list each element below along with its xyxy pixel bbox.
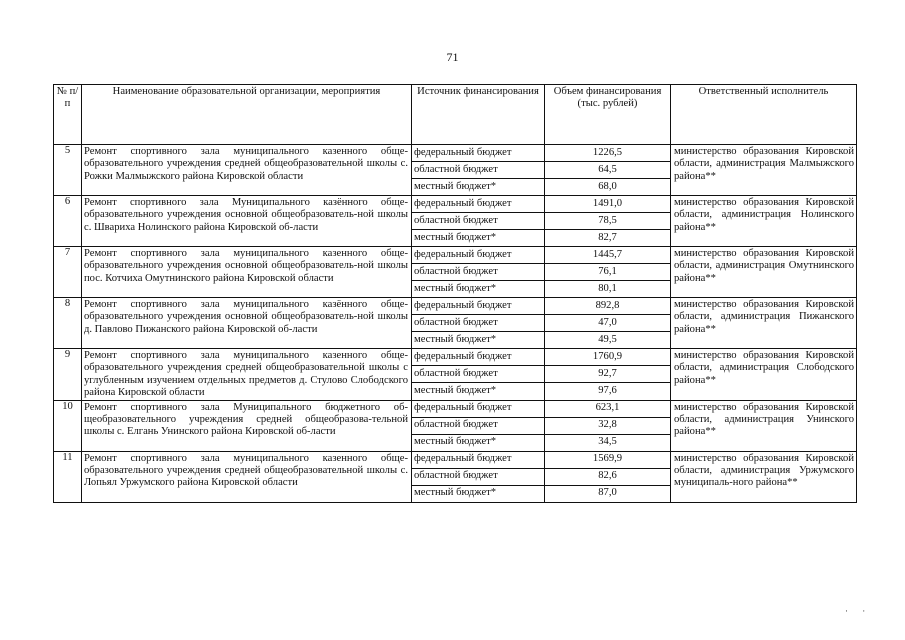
table-row <box>54 349 857 366</box>
table-row <box>54 451 857 468</box>
funding-amount: 82,6 <box>545 468 671 485</box>
responsible-executor: министерство образования Кировской области, администрация Омутнинского района** <box>671 247 857 298</box>
responsible-executor: министерство образования Кировской области, администрация Унинского района** <box>671 400 857 451</box>
table-row <box>54 247 857 264</box>
funding-source: федеральный бюджет <box>412 400 545 417</box>
funding-source: областной бюджет <box>412 213 545 230</box>
funding-source: местный бюджет* <box>412 179 545 196</box>
funding-amount: 892,8 <box>545 298 671 315</box>
header-source: Источник финансирования <box>412 85 545 145</box>
organization-name: Ремонт спортивного зала Муниципального бюджетного об-щеобразовательного учреждения средней общеобразова-тельной школы с. Елгань Унинского района Кировской об-ласти <box>82 400 412 451</box>
funding-amount: 623,1 <box>545 400 671 417</box>
responsible-executor: министерство образования Кировской области, администрация Малмыжского района** <box>671 145 857 196</box>
funding-amount: 97,6 <box>545 383 671 400</box>
funding-source: местный бюджет* <box>412 281 545 298</box>
header-num: № п/п <box>54 85 82 145</box>
funding-amount: 47,0 <box>545 315 671 332</box>
funding-amount: 1569,9 <box>545 451 671 468</box>
funding-amount: 1760,9 <box>545 349 671 366</box>
organization-name: Ремонт спортивного зала муниципального казенного обще-образовательного учреждения средней общеобразовательной школы с углубленным изучением отдельных предметов д. Стулово Слободского района Кировской области <box>82 349 412 401</box>
funding-amount: 68,0 <box>545 179 671 196</box>
funding-source: местный бюджет* <box>412 230 545 247</box>
funding-source: федеральный бюджет <box>412 349 545 366</box>
table-body <box>54 145 857 503</box>
funding-amount: 76,1 <box>545 264 671 281</box>
header-name: Наименование образовательной организации, мероприятия <box>82 85 412 145</box>
funding-amount: 82,7 <box>545 230 671 247</box>
funding-source: местный бюджет* <box>412 434 545 451</box>
funding-source: федеральный бюджет <box>412 298 545 315</box>
row-number: 11 <box>54 451 82 502</box>
responsible-executor: министерство образования Кировской области, администрация Уржумского муниципаль-ного района** <box>671 451 857 502</box>
row-number: 8 <box>54 298 82 349</box>
funding-source: областной бюджет <box>412 468 545 485</box>
funding-source: федеральный бюджет <box>412 247 545 264</box>
funding-source: областной бюджет <box>412 417 545 434</box>
funding-table <box>53 84 857 503</box>
funding-source: областной бюджет <box>412 315 545 332</box>
table-row <box>54 145 857 162</box>
table-row <box>54 196 857 213</box>
organization-name: Ремонт спортивного зала Муниципального казённого обще-образовательного учреждения основной общеобразователь-ной школы с. Швариха Нолинского района Кировской об-ласти <box>82 196 412 247</box>
funding-amount: 80,1 <box>545 281 671 298</box>
organization-name: Ремонт спортивного зала муниципального казенного обще-образовательного учреждения основной общеобразователь-ной школы пос. Котчиха Омутнинского района Кировской области <box>82 247 412 298</box>
funding-source: областной бюджет <box>412 366 545 383</box>
row-number: 7 <box>54 247 82 298</box>
organization-name: Ремонт спортивного зала муниципального казенного обще-образовательного учреждения средней общеобразовательной школы с. Лопьял Уржумского района Кировской области <box>82 451 412 502</box>
funding-amount: 1226,5 <box>545 145 671 162</box>
funding-amount: 34,5 <box>545 434 671 451</box>
funding-source: федеральный бюджет <box>412 196 545 213</box>
funding-source: федеральный бюджет <box>412 145 545 162</box>
funding-amount: 49,5 <box>545 332 671 349</box>
funding-amount: 64,5 <box>545 162 671 179</box>
funding-amount: 32,8 <box>545 417 671 434</box>
funding-source: областной бюджет <box>412 162 545 179</box>
funding-source: местный бюджет* <box>412 383 545 400</box>
responsible-executor: министерство образования Кировской области, администрация Слободского района** <box>671 349 857 401</box>
table-row <box>54 298 857 315</box>
funding-source: областной бюджет <box>412 264 545 281</box>
responsible-executor: министерство образования Кировской области, администрация Пижанского района** <box>671 298 857 349</box>
funding-amount: 1445,7 <box>545 247 671 264</box>
funding-source: местный бюджет* <box>412 485 545 502</box>
header-responsible: Ответственный исполнитель <box>671 85 857 145</box>
organization-name: Ремонт спортивного зала муниципального казённого обще-образовательного учреждения основной общеобразователь-ной школы д. Павлово Пижанского района Кировской об-ласти <box>82 298 412 349</box>
funding-source: федеральный бюджет <box>412 451 545 468</box>
responsible-executor: министерство образования Кировской области, администрация Нолинского района** <box>671 196 857 247</box>
funding-amount: 1491,0 <box>545 196 671 213</box>
table-row <box>54 400 857 417</box>
funding-source: местный бюджет* <box>412 332 545 349</box>
row-number: 10 <box>54 400 82 451</box>
row-number: 9 <box>54 349 82 401</box>
row-number: 5 <box>54 145 82 196</box>
funding-amount: 78,5 <box>545 213 671 230</box>
header-volume: Объем финансирования (тыс. рублей) <box>545 85 671 145</box>
funding-amount: 87,0 <box>545 485 671 502</box>
organization-name: Ремонт спортивного зала муниципального казенного обще-образовательного учреждения средней общеобразовательной школы с. Рожки Малмыжского района Кировской области <box>82 145 412 196</box>
table-header <box>54 85 857 145</box>
funding-amount: 92,7 <box>545 366 671 383</box>
scan-marks: · · <box>845 606 872 616</box>
row-number: 6 <box>54 196 82 247</box>
page-number: 71 <box>446 50 459 64</box>
